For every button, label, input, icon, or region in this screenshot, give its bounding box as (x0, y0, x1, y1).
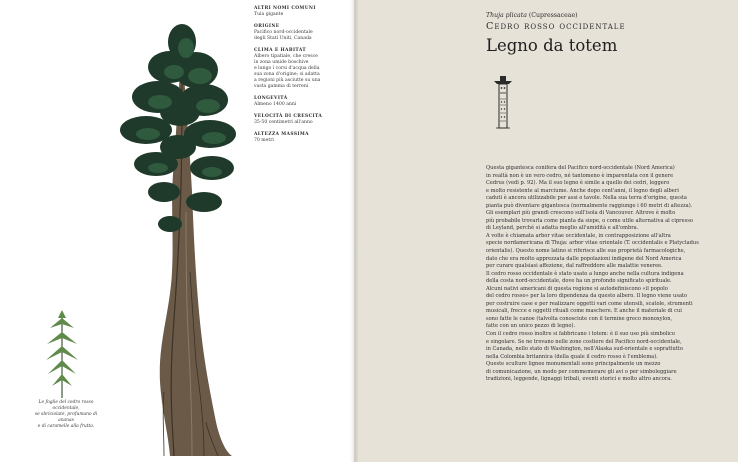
info-climate-habitat (254, 48, 344, 90)
cedar-branch-illustration (42, 308, 82, 398)
info-other-names (254, 6, 344, 18)
info-growth-rate (254, 114, 344, 126)
info-value: Tuia gigante (254, 12, 284, 17)
info-value: Almeno 1400 anni (254, 102, 297, 107)
info-origin (254, 24, 344, 42)
info-value: 70 metri (254, 138, 274, 143)
left-page (0, 0, 354, 462)
info-longevity (254, 96, 344, 108)
article-body: Questa gigantesca conifera del Pacifico nord-occidentale (Nord America) in realtà non è un vero cedro, né tantomeno è imparentata con il genere Cedrus (vedi p. 92). Ma il suo legno è simile a quello dei cedri, leggero e molto resistente al marciume. Anche dopo cent'anni, il legno degli alberi caduti è ancora utilizzabile per assi o tavole. Nella sua terra d'origine, questa pianta può diventare gigantesca (normalmente raggiunge i 60 metri di altezza). Gli esemplari più grandi crescono sull'isola di Vancouver. Altrove è molto più probabile trovarla come pianta da siepe, o come utile alternativa al cipresso di Leyland, perché si adatta meglio all'umidità e all'ombra. A volte è chiamata arbor vitae occidentale, in contrapposizione all'altra specie nordamericana di Thuja: arbor vitae orientale (T. occidentalis e Platycladus orientalis). Questo nome latino si riferisce alle sue proprietà farmacologiche, dato che era molto apprezzata dalle popolazioni indigene del Nord America per curare qualsiasi affezione, dal raffreddore alle malattie veneree. Il cedro rosso occidentale è stato usato a lungo anche nella cultura indigena della costa nord-occidentale, dove ha un profondo significato spirituale. Alcuni nativi americani di questa regione si autodefiniscono «il popolo del cedro rosso» per la loro dipendenza da questo albero. Il legno viene usato per costruire case e per realizzare oggetti vari come utensili, scatole, strumenti musicali, frecce e oggetti rituali come maschere. E anche il materiale di cui sono fatte le canoe (talvolta conosciute con il termine greco monoxylon, fatte con un unico pezzo di legno). Con il cedro rosso inoltre si fabbricano i totem: è il suo uso più simbolico e singolare. Se ne trovano nelle zone costiere del Pacifico nord-occidentale, in Canada, nello stato di Washington, nell'Alaska sud-orientale e soprattutto nella Colombia britannica (della quale il cedro rosso è l'emblema). Queste sculture lignee monumentali sono principalmente un mezzo di comunicazione, un modo per commemorare gli avi o per simboleggiare tradizioni, leggende, lignaggi tribali, eventi storici e molto altro ancora. (486, 165, 699, 383)
info-label: VELOCITÀ DI CRESCITA (254, 114, 323, 119)
family-name: (Cupressaceae) (528, 12, 578, 19)
info-value: Pacifico nord-occidentale degli Stati Uniti, Canada (254, 30, 313, 41)
info-max-height (254, 132, 344, 144)
info-label: ALTEZZA MASSIMA (254, 132, 309, 137)
page-fold (350, 0, 358, 462)
info-value: 35-50 centimetri all'anno (254, 120, 313, 125)
latin-name-line (486, 12, 578, 19)
info-label: CLIMA E HABITAT (254, 48, 307, 53)
info-value: Albero tipatiale, che cresce in zona umide boschive e lungo i corsi d'acqua della sua zona d'origine; si adatta a regioni più asciutte su una vasta gamma di terreni (254, 54, 321, 89)
cedar-tree-illustration (100, 12, 260, 456)
totem-pole-icon (493, 75, 513, 130)
info-label: ORIGINE (254, 24, 280, 29)
branch-caption: Le foglie del cedro rosso occidentale, se sbriciolate, profumano di ananas e di caramelle alla frutta. (34, 400, 98, 429)
info-label: ALTRI NOMI COMUNI (254, 6, 316, 11)
latin-name: Thuja plicata (486, 12, 527, 19)
page-title: Legno da totem (486, 36, 618, 55)
info-label: LONGEVITÀ (254, 96, 288, 101)
species-info-panel (254, 6, 344, 150)
species-common-name: Cedro rosso occidentale (486, 21, 626, 32)
